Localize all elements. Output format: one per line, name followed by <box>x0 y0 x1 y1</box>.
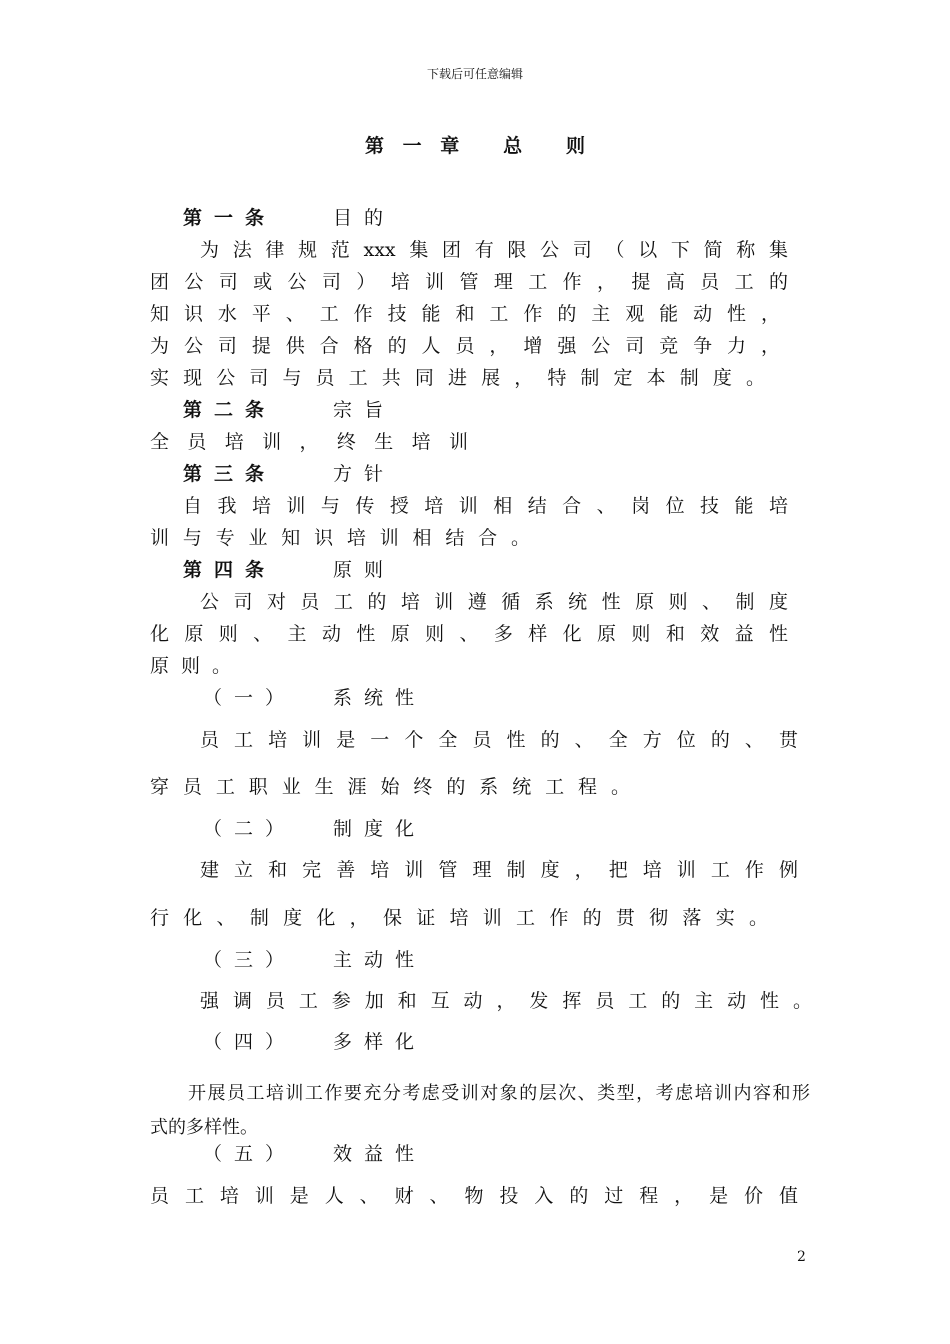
paragraph-line: 全员培训，终生培训 <box>150 431 468 453</box>
principle-label: （五） <box>203 1143 297 1165</box>
article-number: 第二条 <box>183 399 277 421</box>
article-number: 第一条 <box>183 207 277 229</box>
paragraph-line: 实现公司与员工共同进展，特制定本制度。 <box>150 367 765 389</box>
paragraph-line: 化原则、主动性原则、多样化原则和效益性 <box>150 623 788 645</box>
paragraph-line: 式的多样性。 <box>150 1117 258 1138</box>
paragraph-line: 自我培训与传授培训相结合、岗位技能培 <box>183 495 788 517</box>
header-note: 下载后可任意编辑 <box>426 67 523 81</box>
paragraph-line: 员工培训是一个全员性的、全方位的、贯 <box>200 729 798 751</box>
paragraph-line: 团公司或公司）培训管理工作，提高员工的 <box>150 271 788 293</box>
article-title: 宗旨 <box>333 399 396 421</box>
principle-title: 制度化 <box>333 818 427 840</box>
principle-label: （二） <box>203 818 297 840</box>
article-title: 目的 <box>333 207 396 229</box>
principle-label: （四） <box>203 1031 297 1053</box>
paragraph-line: 原则。 <box>150 655 244 677</box>
principle-label: （三） <box>203 949 297 971</box>
page-number: 2 <box>797 1249 806 1265</box>
principle-label: （一） <box>203 687 297 709</box>
article-title: 方针 <box>333 463 396 485</box>
paragraph-line: 建立和完善培训管理制度，把培训工作例 <box>200 859 798 881</box>
paragraph-line: 穿员工职业生涯始终的系统工程。 <box>150 776 630 798</box>
principle-title: 效益性 <box>333 1143 427 1165</box>
article-title: 原则 <box>333 559 396 581</box>
principle-title: 系统性 <box>333 687 427 709</box>
paragraph-line: 强调员工参加和互动，发挥员工的主动性。 <box>200 990 812 1012</box>
article-number: 第三条 <box>183 463 277 485</box>
paragraph-line: 为法律规范xxx集团有限公司（以下简称集 <box>200 239 788 261</box>
paragraph-line: 行化、制度化，保证培训工作的贯彻落实。 <box>150 907 768 929</box>
paragraph-line: 开展员工培训工作要充分考虑受训对象的层次、类型，考虑培训内容和形 <box>188 1083 810 1104</box>
paragraph-line: 训与专业知识培训相结合。 <box>150 527 530 549</box>
article-number: 第四条 <box>183 559 277 581</box>
paragraph-line: 为公司提供合格的人员，增强公司竞争力， <box>150 335 780 357</box>
paragraph-line: 公司对员工的培训遵循系统性原则、制度 <box>200 591 788 613</box>
paragraph-line: 员工培训是人、财、物投入的过程，是价值 <box>150 1185 798 1207</box>
principle-title: 多样化 <box>333 1031 427 1053</box>
chapter-title: 第一章 总 则 <box>365 135 585 157</box>
principle-title: 主动性 <box>333 949 427 971</box>
paragraph-line: 知识水平、工作技能和工作的主观能动性， <box>150 303 780 325</box>
